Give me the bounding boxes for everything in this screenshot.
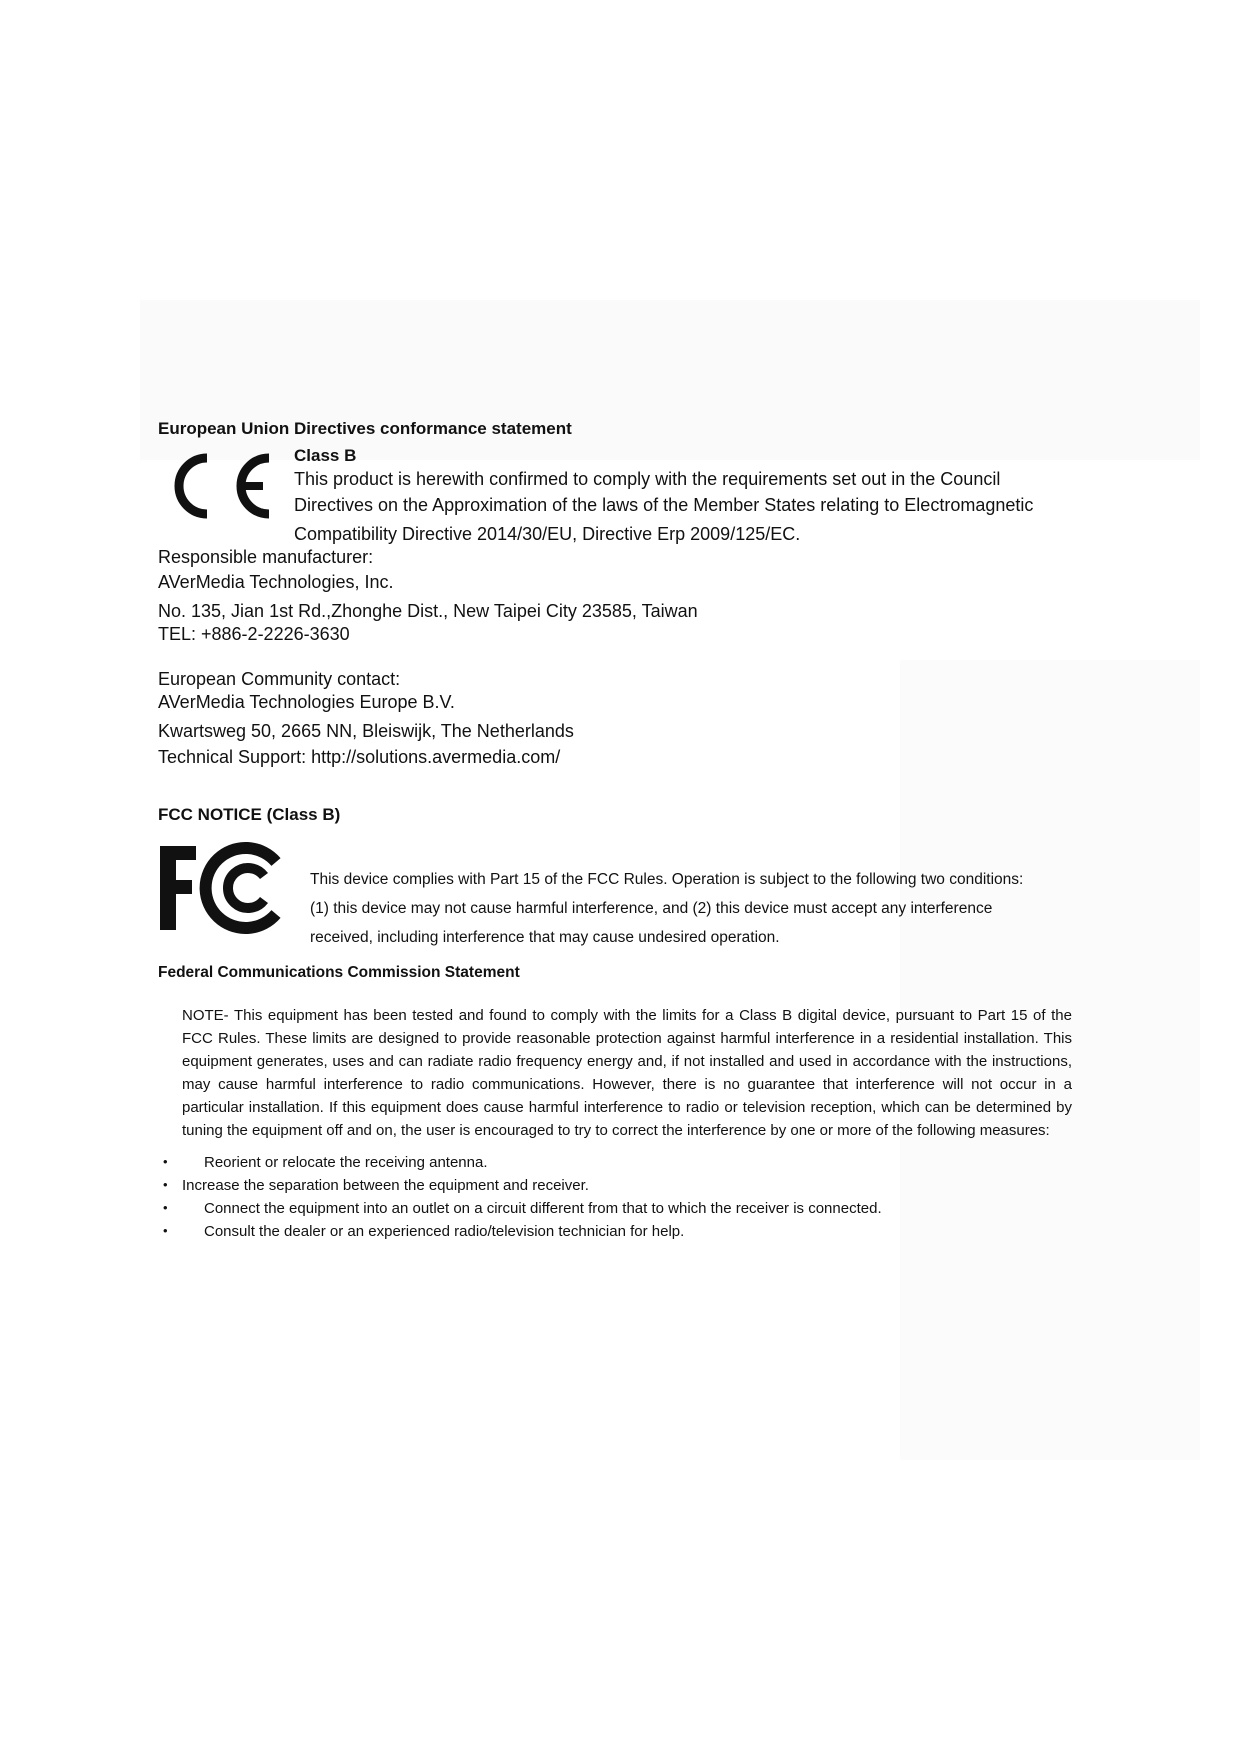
manufacturer-tel: TEL: +886-2-2226-3630 bbox=[158, 624, 350, 644]
bullet-icon: • bbox=[163, 1200, 168, 1215]
eu-statement-line-1: This product is herewith confirmed to comply with the requirements set out in the Council bbox=[294, 469, 1001, 489]
eu-statement-line-2: Directives on the Approximation of the laws of the Member States relating to Electromagnetic bbox=[294, 495, 1034, 515]
measure-item: Consult the dealer or an experienced radio/television technician for help. bbox=[204, 1223, 685, 1240]
fcc-compliance-line-2: (1) this device may not cause harmful interference, and (2) this device must accept any interference bbox=[310, 900, 993, 917]
class-label: Class B bbox=[294, 446, 357, 465]
fcc-note-paragraph: NOTE- This equipment has been tested and found to comply with the limits for a Class B digital device, pursuant to Part 15 of the FCC Rules. These limits are designed to provide reasonable protection against harmful interference in a residential installation. This equipment generates, uses and can radiate radio frequency energy and, if not installed and used in accordance with the instructions, may cause harmful interference to radio communications. However, there is no guarantee that interference will not occur in a particular installation. If this equipment does cause harmful interference to radio or television reception, which can be determined by tuning the equipment off and on, the user is encouraged to try to correct the interference by one or more of the following measures: bbox=[182, 1007, 1072, 1139]
manufacturer-address: No. 135, Jian 1st Rd.,Zhonghe Dist., New Taipei City 23585, Taiwan bbox=[158, 601, 698, 621]
ce-mark-icon bbox=[163, 446, 273, 526]
measure-item: Reorient or relocate the receiving antenna. bbox=[204, 1154, 488, 1171]
contact-name: AVerMedia Technologies Europe B.V. bbox=[158, 692, 455, 712]
fcc-compliance-line-3: received, including interference that may cause undesired operation. bbox=[310, 929, 780, 946]
bullet-icon: • bbox=[163, 1177, 168, 1192]
eu-heading: European Union Directives conformance statement bbox=[158, 419, 572, 438]
technical-support: Technical Support: http://solutions.avermedia.com/ bbox=[158, 747, 561, 767]
manufacturer-label: Responsible manufacturer: bbox=[158, 547, 374, 567]
manufacturer-name: AVerMedia Technologies, Inc. bbox=[158, 572, 394, 592]
fcc-logo-icon bbox=[158, 842, 286, 934]
measure-item: Connect the equipment into an outlet on a circuit different from that to which the receiver is connected. bbox=[204, 1200, 882, 1217]
fcc-statement-heading: Federal Communications Commission Statement bbox=[158, 964, 520, 981]
contact-address: Kwartsweg 50, 2665 NN, Bleiswijk, The Netherlands bbox=[158, 721, 574, 741]
bullet-icon: • bbox=[163, 1154, 168, 1169]
fcc-compliance-line-1: This device complies with Part 15 of the FCC Rules. Operation is subject to the following two conditions: bbox=[310, 871, 1024, 888]
measure-item: Increase the separation between the equipment and receiver. bbox=[182, 1177, 589, 1194]
contact-label: European Community contact: bbox=[158, 669, 401, 689]
eu-statement-line-3: Compatibility Directive 2014/30/EU, Directive Erp 2009/125/EC. bbox=[294, 524, 801, 544]
bullet-icon: • bbox=[163, 1223, 168, 1238]
fcc-heading: FCC NOTICE (Class B) bbox=[158, 805, 341, 824]
